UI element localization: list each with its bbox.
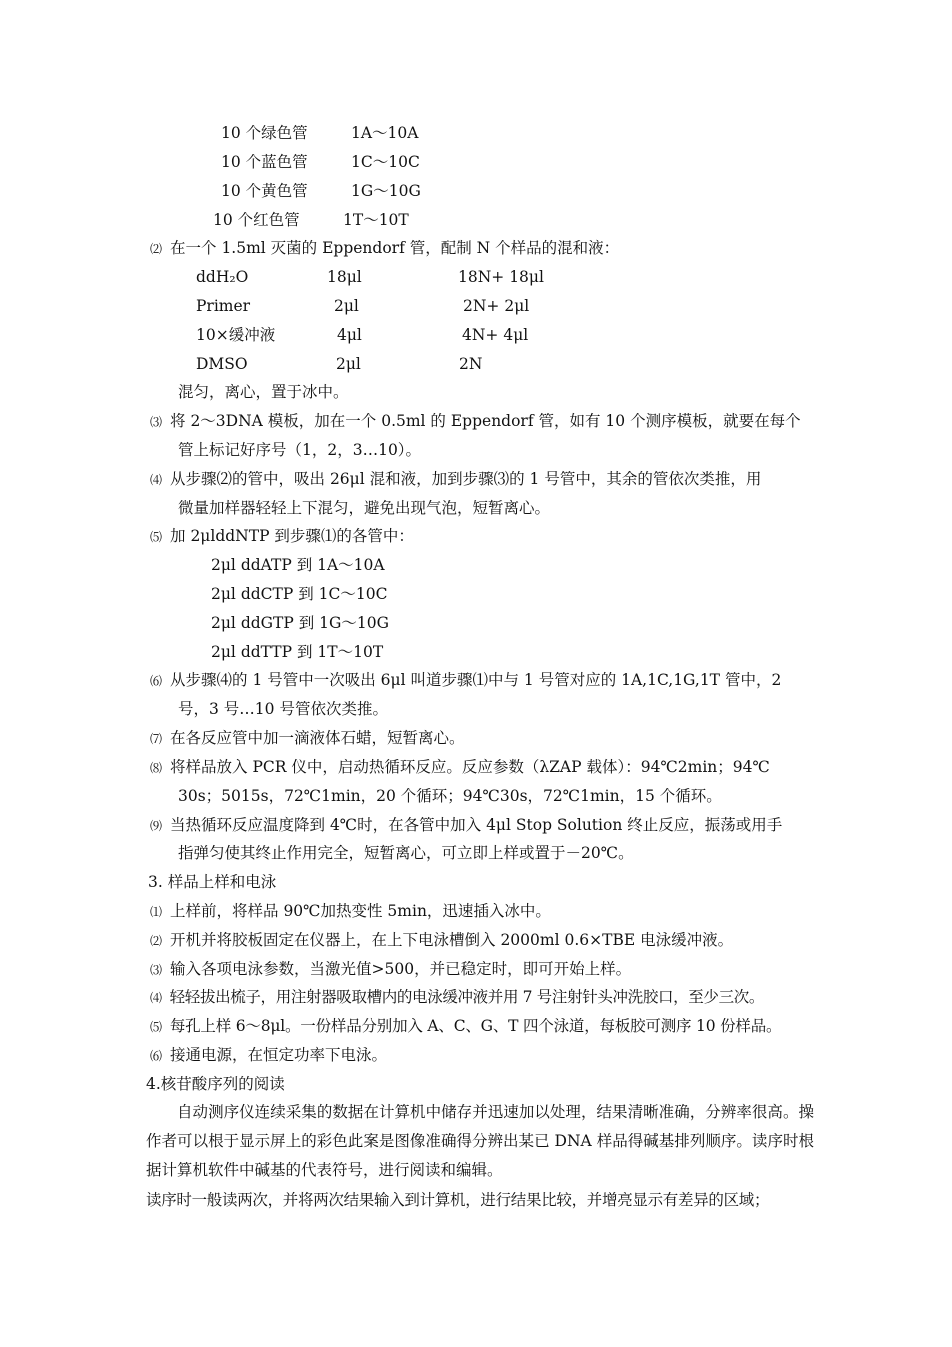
- step-number: ⑸: [150, 530, 163, 544]
- mix-reagent: DMSO: [196, 355, 248, 373]
- ddntp-item: 2μl ddGTP 到 1G～10G: [211, 614, 390, 632]
- step-text: 输入各项电泳参数，当激光值>500，并已稳定时，即可开始上样。: [170, 960, 632, 978]
- s3-step: [150, 959, 631, 980]
- ddntp-item: 2μl ddATP 到 1A～10A: [211, 556, 385, 574]
- step-number: ⑺: [150, 732, 163, 746]
- mix-single: 18μl: [327, 268, 362, 286]
- tube-blue-range: 1C～10C: [351, 153, 420, 171]
- step-2: [150, 238, 619, 259]
- step-number: ⑷: [150, 473, 163, 487]
- step-6: [150, 670, 781, 691]
- paragraph: 读序时一般读两次，并将两次结果输入到计算机，进行结果比较，并增亮显示有差异的区域；: [146, 1191, 770, 1209]
- step-number: ⑻: [150, 761, 163, 775]
- s3-step: [150, 930, 733, 951]
- tube-yellow-range: 1G～10G: [351, 182, 421, 200]
- tube-yellow-name: 10 个黄色管: [221, 182, 308, 200]
- step-text: 每孔上样 6～8μl。一份样品分别加入 A、C、G、T 四个泳道，每板胶可测序 10 份样品。: [169, 1017, 782, 1035]
- section-3-heading: 3. 样品上样和电泳: [148, 873, 277, 891]
- mix-total: 2N: [459, 355, 483, 373]
- step-text: 接通电源，在恒定功率下电泳。: [170, 1046, 388, 1064]
- step-9-cont: 指弹匀使其终止作用完全，短暂离心，可立即上样或置于－20℃。: [178, 844, 634, 862]
- step-4-cont: 微量加样器轻轻上下混匀，避免出现气泡，短暂离心。: [178, 499, 551, 517]
- step-3: [150, 411, 801, 432]
- mix-reagent: ddH₂O: [196, 268, 249, 286]
- step-number: ⑹: [150, 1049, 163, 1063]
- step-text: 在各反应管中加一滴液体石蜡，短暂离心。: [170, 729, 465, 747]
- ddntp-item: 2μl ddCTP 到 1C～10C: [211, 585, 388, 603]
- step-number: ⑷: [150, 991, 162, 1005]
- step-number: ⑹: [150, 674, 163, 688]
- s3-step: [150, 1016, 781, 1037]
- step-8-cont: 30s；5015s，72℃1min，20 个循环；94℃30s，72℃1min，15 个循环。: [178, 787, 722, 805]
- step-text: 加 2μlddNTP 到步骤⑴的各管中：: [170, 527, 414, 545]
- mix-reagent: 10×缓冲液: [196, 326, 276, 344]
- tube-red-range: 1T～10T: [343, 211, 409, 229]
- step-number: ⑶: [150, 415, 163, 429]
- mix-note: 混匀，离心，置于冰中。: [178, 383, 349, 401]
- step-text: 开机并将胶板固定在仪器上，在上下电泳槽倒入 2000ml 0.6×TBE 电泳缓冲液。: [170, 931, 734, 949]
- step-text: 从步骤⑷的 1 号管中一次吸出 6μl 叫道步骤⑴中与 1 号管对应的 1A,1C,1G,1T 管中，2: [170, 671, 782, 689]
- step-6-cont: 号，3 号…10 号管依次类推。: [178, 700, 388, 718]
- step-text: 在一个 1.5ml 灭菌的 Eppendorf 管，配制 N 个样品的混和液：: [170, 239, 620, 257]
- tube-red-name: 10 个红色管: [213, 211, 300, 229]
- s3-step: [150, 987, 764, 1008]
- mix-single: 2μl: [336, 355, 361, 373]
- step-number: ⑸: [150, 1020, 162, 1034]
- step-4: [150, 469, 761, 490]
- mix-total: 4N+ 4μl: [462, 326, 529, 344]
- step-8: [150, 757, 770, 778]
- step-text: 当热循环反应温度降到 4℃时，在各管中加入 4μl Stop Solution 终止反应，振荡或用手: [170, 816, 783, 834]
- section-4-heading: 4.核苷酸序列的阅读: [146, 1075, 285, 1093]
- step-text: 轻轻拔出梳子，用注射器吸取槽内的电泳缓冲液并用 7 号注射针头冲洗胶口，至少三次。: [169, 988, 765, 1006]
- mix-single: 2μl: [334, 297, 359, 315]
- paragraph: 自动测序仪连续采集的数据在计算机中储存并迅速加以处理，结果清晰准确，分辨率很高。操作者可以根于显示屏上的彩色此案是图像准确得分辨出某已 DNA 样品得碱基排列顺序。读序时根据计算机软件中碱基的代表符号，进行阅读和编辑。: [146, 1103, 814, 1179]
- step-text: 将样品放入 PCR 仪中，启动热循环反应。反应参数（λZAP 载体）：94℃2min；94℃: [170, 758, 770, 776]
- step-number: ⑴: [150, 905, 163, 919]
- mix-reagent: Primer: [196, 297, 251, 315]
- step-text: 上样前，将样品 90℃加热变性 5min，迅速插入冰中。: [170, 902, 551, 920]
- tube-green-name: 10 个绿色管: [221, 124, 308, 142]
- step-5: [150, 526, 414, 547]
- s3-step: [150, 901, 551, 922]
- step-9: [150, 815, 782, 836]
- step-number: ⑶: [150, 963, 163, 977]
- step-3-cont: 管上标记好序号（1，2，3…10）。: [178, 441, 422, 459]
- s3-step: [150, 1045, 387, 1066]
- mix-total: 2N+ 2μl: [463, 297, 530, 315]
- step-number: ⑼: [150, 819, 163, 833]
- step-7: [150, 728, 465, 749]
- step-number: ⑵: [150, 934, 163, 948]
- tube-green-range: 1A～10A: [351, 124, 419, 142]
- mix-single: 4μl: [337, 326, 362, 344]
- step-number: ⑵: [150, 242, 163, 256]
- step-text: 将 2～3DNA 模板，加在一个 0.5ml 的 Eppendorf 管，如有 10 个测序模板，就要在每个: [170, 412, 801, 430]
- step-text: 从步骤⑵的管中，吸出 26μl 混和液，加到步骤⑶的 1 号管中，其余的管依次类推，用: [170, 470, 762, 488]
- mix-total: 18N+ 18μl: [458, 268, 544, 286]
- tube-blue-name: 10 个蓝色管: [221, 153, 308, 171]
- ddntp-item: 2μl ddTTP 到 1T～10T: [211, 643, 384, 661]
